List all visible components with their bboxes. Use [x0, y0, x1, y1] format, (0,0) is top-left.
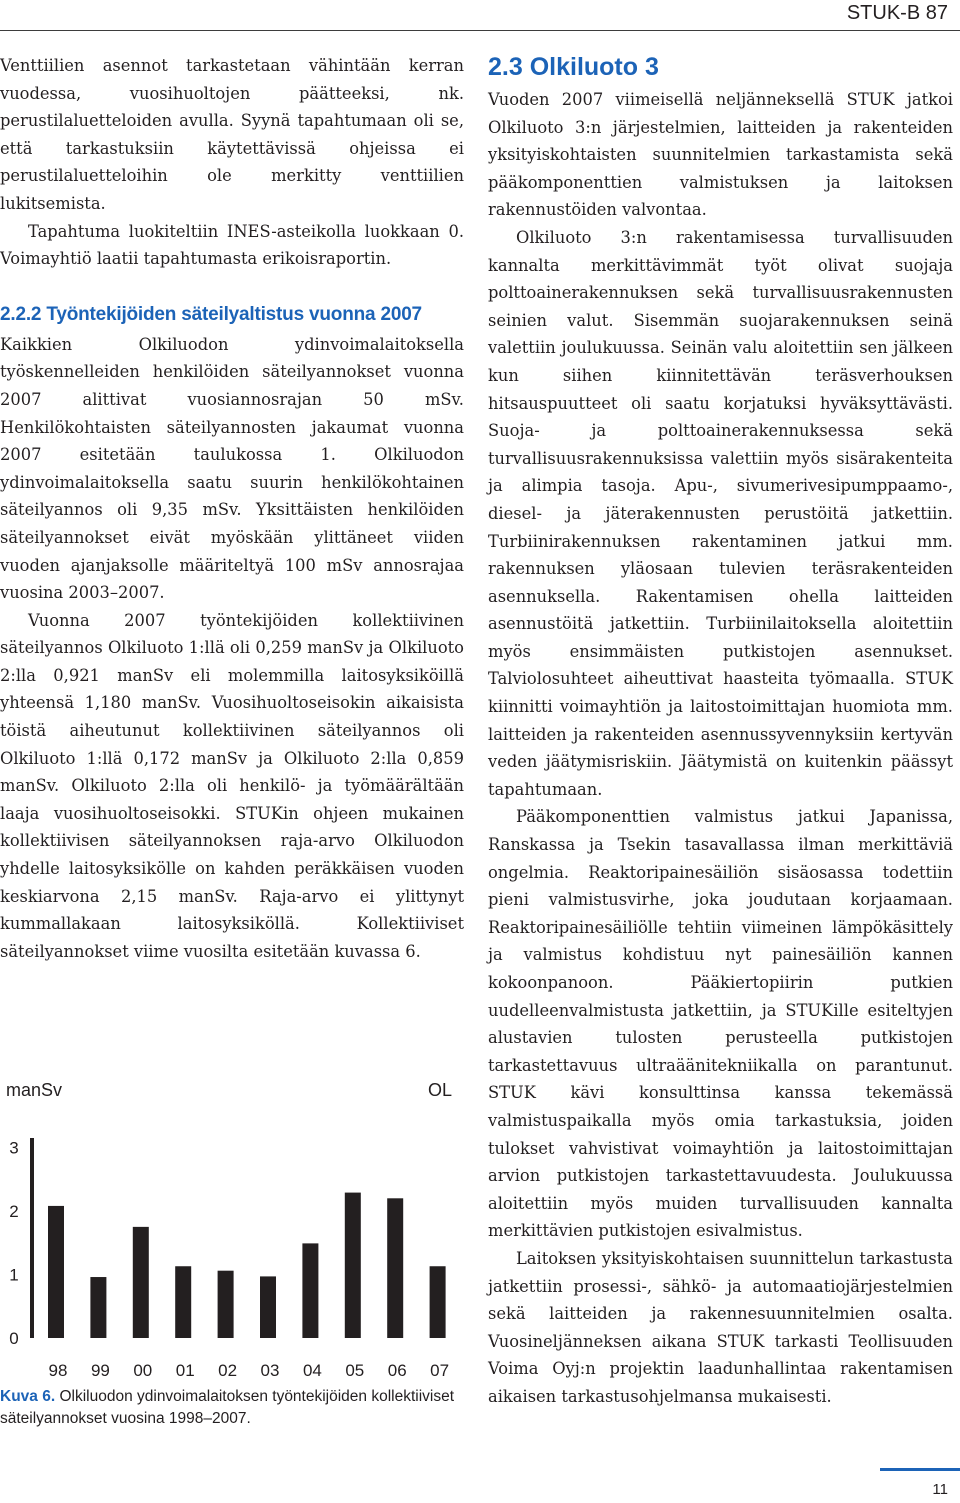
bar [133, 1227, 149, 1338]
y-tick-label: 2 [9, 1202, 19, 1221]
bar [260, 1276, 276, 1338]
x-tick-label: 03 [260, 1361, 280, 1380]
x-tick-label: 00 [133, 1361, 153, 1380]
y-tick-label: 0 [9, 1329, 19, 1348]
x-tick-label: 07 [430, 1361, 450, 1380]
x-tick-label: 04 [302, 1361, 322, 1380]
caption-label: Kuva 6. [0, 1388, 56, 1405]
figure-chart [0, 1076, 464, 1398]
bar [175, 1266, 191, 1338]
bar [345, 1193, 361, 1338]
bar [218, 1271, 234, 1338]
y-tick-label: 3 [9, 1138, 19, 1158]
paragraph: Olkiluoto 3:n rakentamisessa turvallisuuden kannalta merkittävimmät työt olivat suojaja polttoainerakennuksen sekä turvallisuusrakennusten seinien valut. Sisemmän suojarakennuksen seinä valettiin joulukuussa. Seinän valu aloitettiin sen jälkeen kun siihen kiinnitettävän teräsverhouksen hitsauspuutteet oli saatu korjatuksi hyväksyttävästi. Suoja- ja polttoainerakennuksessa sekä turvallisuusrakennuksissa valettiin myös sisärakenteita ja alimpia tasoja. Apu-, sivumerivesipumppaamo-, diesel- ja jäterakennusten perustöitä jatkettiin. Turbiinirakennuksen rakentaminen jatkui mm. rakennuksen yläosaan tulevien teräsrakenteiden asennuksella. Rakentamisen ohella laitteiden asennustöitä jatkettiin. Turbiinilaitoksella aloitettiin myös ensimmäisten putkistojen asennukset. Talviolosuhteet aiheuttivat haasteita työmaalla. STUK kiinnitti voimayhtiön ja laitostoimittajan huomiota mm. laitteiden ja rakenteiden asennussyvennyksiin kertyvän veden jäätymisriskiin. Jäätymistä on kuitenkin päässyt tapahtumaan. [488, 227, 953, 799]
paragraph: Vuonna 2007 työntekijöiden kollektiivinen säteilyannos Olkiluoto 1:llä oli 0,259 manSv ja Olkiluoto 2:lla 0,921 manSv eli molemmilla laitosyksiköillä yhteensä 1,180 manSv. Vuosihuoltoseisokin aikaisista töistä aiheutunut kollektiivinen säteilyannos oli Olkiluoto 1:llä 0,172 manSv ja Olkiluoto 2:lla 0,859 manSv. Olkiluoto 2:lla oli henkilö- ja työmäärältään laaja vuosihuoltoseisokki. STUKin ohjeen mukainen kollektiivisen säteilyannoksen raja-arvo Olkiluodon yhdelle laitosyksikölle on kahden peräkkäisen vuoden keskiarvona 2,15 manSv. Raja-arvo ei ylittynyt kummallakaan laitosyksiköllä. Kollektiiviset säteilyannokset viime vuosilta esitetään kuvassa 6. [0, 610, 464, 961]
bar [90, 1277, 106, 1338]
bar [430, 1266, 446, 1338]
left-column [0, 52, 464, 965]
bar [48, 1206, 64, 1338]
page-number: 11 [932, 1481, 948, 1498]
corner-label: OL [427, 1080, 452, 1100]
x-tick-label: 02 [218, 1361, 238, 1380]
bar-chart [0, 1076, 464, 1386]
caption-text: Olkiluodon ydinvoimalaitoksen työntekijöiden kollektiiviset säteilyannokset vuosina 1998–2007. [0, 1388, 455, 1427]
x-tick-label: 01 [175, 1361, 195, 1380]
paragraph: Pääkomponenttien valmistus jatkui Japanissa, Ranskassa ja Tsekin tasavallassa ilman merkittäviä ongelmia. Reaktoripainesäiliön sisäosassa todettiin pieni valmistusvirhe, joka joudutaan korjaamaan. Reaktoripainesäiliölle tehtiin viimeinen lämpökäsittely ja valmistus kohdistuu nyt painesäiliön kannen kokoonpanoon. Pääkiertopiirin putkien uudelleenvalmistusta jatkettiin, ja STUKille esiteltyjen alustavien tulosten perusteella putkistojen tarkastettavuus ultraäänitekniikalla on parantunut. STUK kävi konsulttinsa kanssa tekemässä valmistuspaikalla myös omia tarkastuksia, joiden tulokset vahvistivat voimayhtiön ja laitostoimittajan arvion putkistojen tarkastettavuudesta. Joulukuussa aloitettiin myös muiden turvallisuuden kannalta merkittävien putkistojen esivalmistus. [488, 807, 953, 1241]
right-column [488, 52, 953, 1411]
paragraph: Vuoden 2007 viimeisellä neljänneksellä STUK jatkoi Olkiluoto 3:n järjestelmien, laitteiden ja rakenteiden yksityiskohtaisten suunnitelmien tarkastamista sekä pääkomponenttien valmistuksen ja laitoksen rakennustöiden valvontaa. [488, 90, 953, 220]
header-bar [0, 0, 960, 31]
x-tick-label: 06 [387, 1361, 407, 1380]
x-tick-label: 99 [90, 1361, 110, 1380]
paragraph: Venttiilien asennot tarkastetaan vähintään kerran vuodessa, vuosihuoltojen päätteeksi, nk. perustilaluetteloiden avulla. Syynä tapahtumaan oli se, että tarkastuksiin käytettävissä ohjeissa ei perustilaluetteloihin ole merkitty venttiilien lukitsemista. [0, 56, 464, 213]
x-tick-label: 05 [345, 1361, 365, 1380]
section-heading: 2.2.2 Työntekijöiden säteilyaltistus vuonna 2007 [0, 303, 422, 325]
series-code: STUK-B 87 [846, 2, 948, 24]
footer-rule [880, 1468, 960, 1471]
section-heading: 2.3 Olkiluoto 3 [488, 53, 659, 81]
x-tick-label: 98 [48, 1361, 68, 1380]
paragraph: Kaikkien Olkiluodon ydinvoimalaitoksella työskennelleiden henkilöiden säteilyannokset vuonna 2007 alittivat vuosiannosrajan 50 mSv. Henkilökohtaisten säteilyannosten jakaumat vuonna 2007 esitetään taulukossa 1. Olkiluodon ydinvoimalaitoksella saatu suurin henkilökohtainen säteilyannos oli 9,35 mSv. Yksittäisten henkilöiden säteilyannokset eivät myöskään ylittäneet viiden vuoden ajanjaksolle määriteltyä 100 mSv annosrajaa vuosina 2003–2007. [0, 334, 464, 603]
bar [387, 1198, 403, 1338]
paragraph: Tapahtuma luokiteltiin INES-asteikolla luokkaan 0. Voimayhtiö laatii tapahtumasta erikoisraportin. [0, 221, 464, 269]
y-axis-label: manSv [6, 1080, 63, 1100]
paragraph: Laitoksen yksityiskohtaisen suunnittelun tarkastusta jatkettiin prosessi-, sähkö- ja automaatiojärjestelmien sekä laitteiden ja rakennesuunnitelmien osalta. Vuosineljänneksen aikana STUK tarkasti Teollisuuden Voima Oyj:n projektin laadunhallintaa rakentamisen aikaisen tarkastusohjelmansa mukaisesti. [488, 1248, 953, 1406]
y-tick-label: 1 [9, 1265, 19, 1285]
bar [302, 1243, 318, 1338]
figure-caption [0, 1386, 464, 1430]
